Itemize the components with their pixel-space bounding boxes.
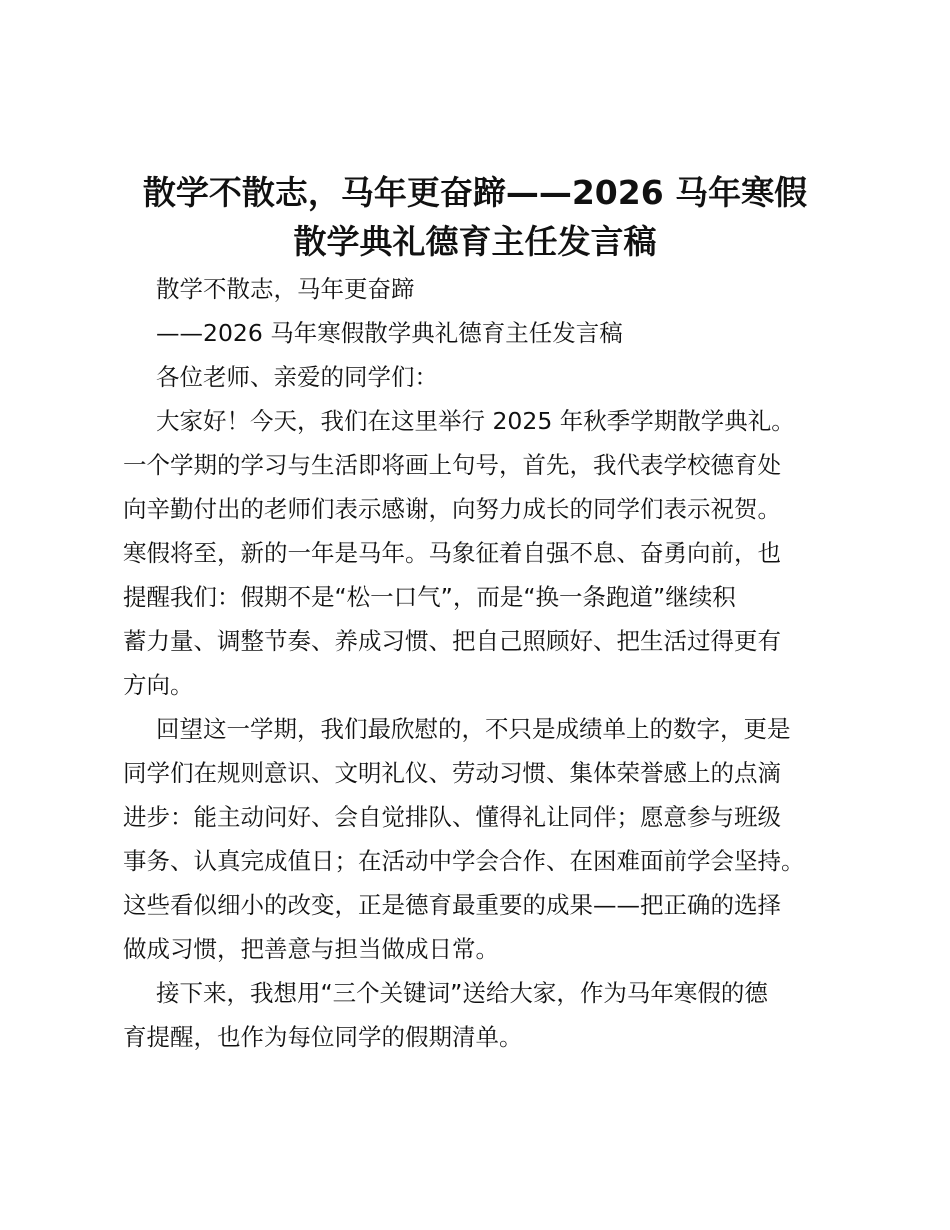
text-line: 一个学期的学习与生活即将画上句号，首先，我代表学校德育处: [123, 451, 781, 479]
document-title: [100, 168, 850, 266]
text-line: 大家好！今天，我们在这里举行 2025 年秋季学期散学典礼。: [156, 407, 795, 435]
text-line: 各位老师、亲爱的同学们：: [156, 363, 438, 391]
text-line: 这些看似细小的改变，正是德育最重要的成果——把正确的选择: [123, 891, 781, 919]
title-line-2: 散学典礼德育主任发言稿: [293, 222, 657, 261]
text-line: 育提醒，也作为每位同学的假期清单。: [123, 1023, 523, 1051]
text-line: ——2026 马年寒假散学典礼德育主任发言稿: [156, 319, 623, 347]
text-line: 方向。: [123, 671, 194, 699]
text-line: 回望这一学期，我们最欣慰的，不只是成绩单上的数字，更是: [156, 715, 791, 743]
text-line: 散学不散志，马年更奋蹄: [156, 275, 415, 303]
title-line-1: 散学不散志，马年更奋蹄——2026 马年寒假: [142, 173, 808, 212]
document-body: [123, 271, 841, 1055]
text-line: 进步：能主动问好、会自觉排队、懂得礼让同伴；愿意参与班级: [123, 803, 781, 831]
text-line: 提醒我们：假期不是“松一口气”，而是“换一条跑道”继续积: [123, 583, 736, 611]
text-line: 同学们在规则意识、文明礼仪、劳动习惯、集体荣誉感上的点滴: [123, 759, 781, 787]
text-line: 接下来，我想用“三个关键词”送给大家，作为马年寒假的德: [156, 979, 768, 1007]
text-line: 寒假将至，新的一年是马年。马象征着自强不息、奋勇向前，也: [123, 539, 781, 567]
text-line: 蓄力量、调整节奏、养成习惯、把自己照顾好、把生活过得更有: [123, 627, 781, 655]
text-line: 做成习惯，把善意与担当做成日常。: [123, 935, 499, 963]
text-line: 事务、认真完成值日；在活动中学会合作、在困难面前学会坚持。: [123, 847, 805, 875]
text-line: 向辛勤付出的老师们表示感谢，向努力成长的同学们表示祝贺。: [123, 495, 781, 523]
